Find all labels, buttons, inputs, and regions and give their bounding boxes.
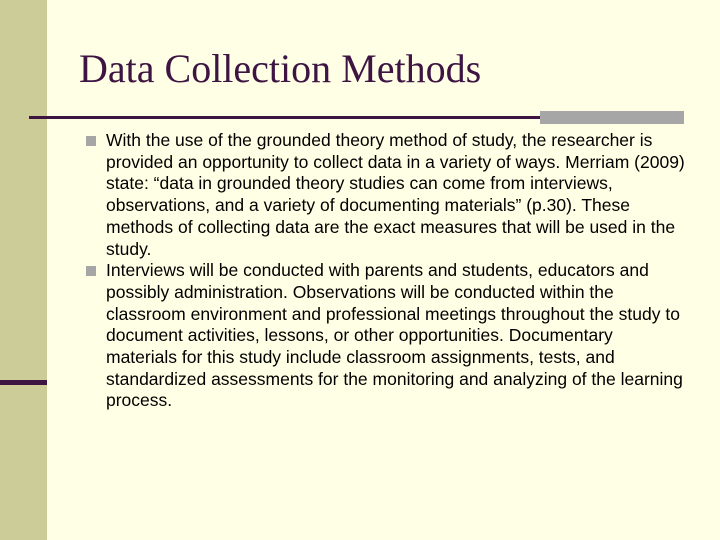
bullet-item	[86, 130, 686, 260]
square-bullet-icon	[86, 136, 96, 146]
title-divider-accent	[540, 111, 684, 124]
bullet-list	[86, 130, 686, 412]
left-decorative-band	[0, 0, 47, 540]
bullet-item	[86, 260, 686, 412]
bullet-text: Interviews will be conducted with parents and students, educators and possibly administration. Observations will be conducted within the classroom environment and professional meetings throughout the study to document activities, lessons, or other opportunities. Documentary materials for this study include classroom assignments, tests, and standardized assessments for the monitoring and analyzing of the learning process.	[106, 260, 683, 411]
left-accent-bar	[0, 380, 47, 385]
bullet-text: With the use of the grounded theory method of study, the researcher is provided an opportunity to collect data in a variety of ways. Merriam (2009) state: “data in grounded theory studies can come from interviews, observations, and a variety of documenting materials” (p.30). These methods of collecting data are the exact measures that will be used in the study.	[106, 130, 685, 259]
slide-title: Data Collection Methods	[79, 46, 482, 91]
square-bullet-icon	[86, 266, 96, 276]
